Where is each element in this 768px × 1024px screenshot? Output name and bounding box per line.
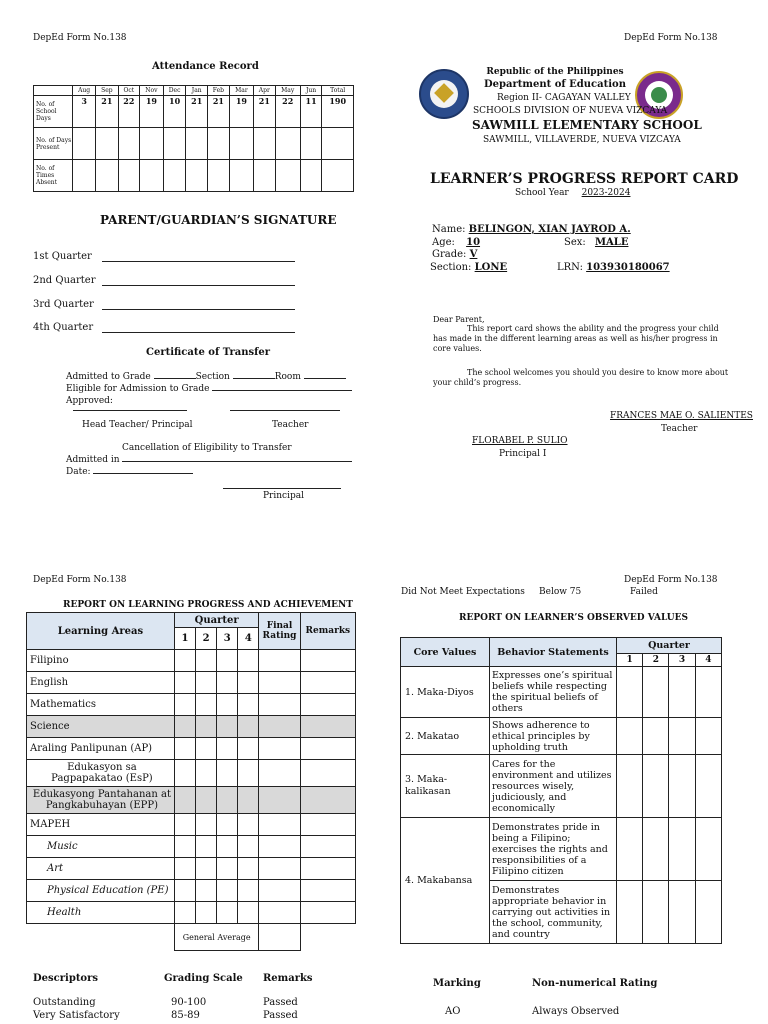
- subject-name: Art: [27, 858, 175, 880]
- table-row: [27, 760, 356, 787]
- name-label: Name:: [432, 224, 466, 235]
- col-learning-areas: Learning Areas: [27, 613, 175, 650]
- department-line: Department of Education: [484, 79, 626, 90]
- grading-remark: Passed: [263, 997, 298, 1008]
- grading-remark: Passed: [263, 1010, 298, 1021]
- cell: 11: [300, 96, 322, 128]
- col-final-rating: Final Rating: [259, 613, 300, 650]
- cell: 21: [254, 96, 276, 128]
- table-row: [401, 755, 722, 818]
- cell: 21: [208, 96, 230, 128]
- learner-section-row: [430, 262, 507, 273]
- month-header: Nov: [140, 86, 164, 96]
- admitted-in-row: [66, 455, 352, 465]
- learner-sex-row: [564, 237, 628, 248]
- signature-row-1: [33, 251, 92, 262]
- eligible-field[interactable]: [212, 390, 352, 391]
- letter-paragraph-1: This report card shows the ability and the progress your child has made in the different learning areas as well as his/her progress in core values.: [433, 324, 719, 353]
- age-label: Age:: [432, 237, 455, 248]
- signature-line[interactable]: [102, 309, 295, 310]
- row-label: No. of Days Present: [34, 128, 73, 160]
- school-year-row: [515, 188, 630, 198]
- sex-label: Sex:: [564, 237, 586, 248]
- signature-line[interactable]: [102, 285, 295, 286]
- form-label-top-left: DepEd Form No.138: [33, 33, 127, 43]
- head-teacher-label: Head Teacher/ Principal: [82, 420, 193, 430]
- general-average-row: [27, 924, 356, 951]
- quarter-label: 2nd Quarter: [33, 275, 96, 286]
- core-value: 2. Makatao: [401, 718, 490, 755]
- table-row: [27, 858, 356, 880]
- descriptor: Very Satisfactory: [33, 1010, 120, 1021]
- division-line: SCHOOLS DIVISION OF NUEVA VIZCAYA: [473, 106, 668, 116]
- table-row: [401, 818, 722, 881]
- grade-field[interactable]: [154, 378, 196, 379]
- col-quarter: Quarter: [174, 613, 259, 628]
- behavior-statement: Demonstrates appropriate behavior in carrying out activities in the school, community, and country: [490, 881, 617, 944]
- month-header: Mar: [229, 86, 253, 96]
- subject-name: Health: [27, 902, 175, 924]
- school-name: SAWMILL ELEMENTARY SCHOOL: [472, 118, 702, 132]
- form-label-bottom-right: DepEd Form No.138: [624, 575, 718, 585]
- row-label: No. of School Days: [34, 96, 73, 128]
- table-row: [27, 694, 356, 716]
- quarter-number: 1: [617, 653, 643, 666]
- subject-name: Science: [27, 716, 175, 738]
- table-row: [27, 836, 356, 858]
- behavior-statement: Cares for the environment and utilizes resources wisely, judiciously, and economically: [490, 755, 617, 818]
- descriptor: Did Not Meet Expectations: [401, 587, 525, 597]
- learner-grade: V: [469, 249, 478, 260]
- school-address: SAWMILL, VILLAVERDE, NUEVA VIZCAYA: [483, 135, 681, 145]
- table-row: [27, 738, 356, 760]
- cell: 3: [73, 96, 96, 128]
- lrn-label: LRN:: [557, 262, 583, 273]
- table-row: [401, 718, 722, 755]
- month-header: Oct: [118, 86, 140, 96]
- col-quarter: Quarter: [617, 638, 722, 654]
- learner-lrn-row: [557, 262, 670, 273]
- attendance-title: Attendance Record: [152, 61, 259, 72]
- learner-lrn: 103930180067: [586, 262, 670, 273]
- observed-values-table: [400, 637, 722, 944]
- general-average-cell: [259, 924, 300, 951]
- signature-line[interactable]: [102, 261, 295, 262]
- admitted-in-field[interactable]: [122, 461, 352, 462]
- progress-title: REPORT ON LEARNING PROGRESS AND ACHIEVEMENT: [63, 600, 353, 610]
- grading-scale-header: Grading Scale: [164, 973, 243, 984]
- signature-line[interactable]: [102, 332, 295, 333]
- date-row: [66, 467, 193, 477]
- behavior-statement: Demonstrates pride in being a Filipino; exercises the rights and responsibilities of a Filipino citizen: [490, 818, 617, 881]
- quarter-number: 4: [695, 653, 721, 666]
- month-header: Aug: [73, 86, 96, 96]
- school-year-label: School Year: [515, 188, 569, 198]
- marking-code: AO: [445, 1006, 461, 1017]
- principal-title: Principal I: [499, 449, 547, 459]
- form-label-bottom-left: DepEd Form No.138: [33, 575, 127, 585]
- quarter-number: 1: [174, 628, 195, 650]
- signature-row-4: [33, 322, 93, 333]
- grade-label: Grade:: [432, 249, 467, 260]
- form-label-top-right: DepEd Form No.138: [624, 33, 718, 43]
- core-value: 3. Maka-kalikasan: [401, 755, 490, 818]
- subject-name: Physical Education (PE): [27, 880, 175, 902]
- cell: 22: [118, 96, 140, 128]
- table-row: [34, 128, 354, 160]
- teacher-title: Teacher: [661, 424, 698, 434]
- section-label: Section:: [430, 262, 472, 273]
- principal-label: Principal: [263, 491, 304, 501]
- learner-age-row: [432, 237, 480, 248]
- signature-row-3: [33, 299, 94, 310]
- principal-signature-line[interactable]: [223, 488, 341, 489]
- teacher-label: Teacher: [272, 420, 309, 430]
- grading-scale: 85-89: [171, 1010, 200, 1021]
- signature-title: PARENT/GUARDIAN’S SIGNATURE: [100, 213, 337, 227]
- learner-grade-row: [432, 249, 477, 260]
- table-row: [27, 650, 356, 672]
- letter-paragraph-2: The school welcomes you should you desire to know more about your child’s progress.: [433, 368, 729, 387]
- quarter-number: 3: [217, 628, 238, 650]
- transfer-eligible-row: [66, 384, 352, 394]
- letter-salutation: Dear Parent,: [433, 315, 485, 324]
- teacher-name: FRANCES MAE O. SALIENTES: [610, 411, 753, 421]
- transfer-label: Room: [274, 372, 301, 382]
- cell: 190: [322, 96, 354, 128]
- table-row: [27, 902, 356, 924]
- month-header: Feb: [208, 86, 230, 96]
- table-row: [27, 814, 356, 836]
- transfer-admitted-row: [66, 372, 346, 382]
- cancellation-title: Cancellation of Eligibility to Transfer: [122, 443, 292, 453]
- month-header: Jan: [186, 86, 208, 96]
- cell: 10: [163, 96, 186, 128]
- table-row: [27, 787, 356, 814]
- transfer-approved: Approved:: [66, 396, 113, 406]
- grading-remark: Failed: [630, 587, 658, 597]
- month-header: Sep: [96, 86, 118, 96]
- descriptor: Outstanding: [33, 997, 96, 1008]
- behavior-statement: Expresses one’s spiritual beliefs while respecting the spiritual beliefs of others: [490, 667, 617, 718]
- transfer-label: Admitted in: [66, 455, 120, 465]
- grading-remarks-header: Remarks: [263, 973, 313, 984]
- learner-section: LONE: [474, 262, 508, 273]
- table-row: [34, 160, 354, 192]
- cell: 21: [96, 96, 118, 128]
- section-field[interactable]: [233, 378, 275, 379]
- subject-name: Edukasyong Pantahanan at Pangkabuhayan (EPP): [27, 787, 175, 814]
- learner-name: BELINGON, XIAN JAYROD A.: [468, 224, 631, 235]
- table-row: [34, 96, 354, 128]
- learner-name-row: [432, 224, 631, 235]
- transfer-label: Date:: [66, 467, 91, 477]
- transfer-label: Section: [195, 372, 230, 382]
- transfer-label: Admitted to Grade: [66, 372, 151, 382]
- principal-name: FLORABEL P. SULIO: [472, 436, 568, 446]
- marking-rating: Always Observed: [532, 1006, 620, 1017]
- descriptors-header: Descriptors: [33, 973, 98, 984]
- grading-scale: Below 75: [539, 587, 582, 597]
- quarter-number: 2: [196, 628, 217, 650]
- month-header: Apr: [254, 86, 276, 96]
- cell: 21: [186, 96, 208, 128]
- col-remarks: Remarks: [300, 613, 355, 650]
- quarter-label: 4th Quarter: [33, 322, 94, 333]
- quarter-number: 2: [643, 653, 669, 666]
- table-row: [27, 880, 356, 902]
- month-header: Total: [322, 86, 354, 96]
- subject-name: Edukasyon sa Pagpapakatao (EsP): [27, 760, 175, 787]
- grading-scale: 90-100: [171, 997, 207, 1008]
- month-header: Jun: [300, 86, 322, 96]
- republic-line: Republic of the Philippines: [486, 67, 624, 77]
- school-header: [470, 67, 640, 90]
- cell: 19: [229, 96, 253, 128]
- subject-name: Music: [27, 836, 175, 858]
- subject-name: MAPEH: [27, 814, 175, 836]
- core-value: 1. Maka-Diyos: [401, 667, 490, 718]
- marking-header: Marking: [433, 978, 481, 989]
- school-year-value: 2023-2024: [581, 188, 631, 198]
- subject-name: English: [27, 672, 175, 694]
- month-header: Dec: [163, 86, 186, 96]
- learner-sex: MALE: [594, 237, 629, 248]
- col-behavior-statements: Behavior Statements: [490, 638, 617, 667]
- table-row: [27, 672, 356, 694]
- quarter-label: 3rd Quarter: [33, 299, 94, 310]
- learner-age: 10: [466, 237, 481, 248]
- subject-name: Araling Panlipunan (AP): [27, 738, 175, 760]
- table-row: [27, 716, 356, 738]
- subject-name: Filipino: [27, 650, 175, 672]
- quarter-label: 1st Quarter: [33, 251, 92, 262]
- signature-row-2: [33, 275, 95, 286]
- room-field[interactable]: [304, 378, 346, 379]
- head-teacher-signature-line[interactable]: [73, 410, 187, 411]
- behavior-statement: Shows adherence to ethical principles by upholding truth: [490, 718, 617, 755]
- transfer-title: Certificate of Transfer: [146, 347, 271, 358]
- cell: 22: [275, 96, 300, 128]
- core-value: 4. Makabansa: [401, 818, 490, 944]
- attendance-table: [33, 85, 354, 192]
- table-row: [401, 667, 722, 718]
- row-label: No. of Times Absent: [34, 160, 73, 192]
- cell: 19: [140, 96, 164, 128]
- transfer-label: Eligible for Admission to Grade: [66, 384, 210, 394]
- quarter-number: 3: [669, 653, 695, 666]
- learning-progress-table: [26, 612, 356, 951]
- col-core-values: Core Values: [401, 638, 490, 667]
- month-header: May: [275, 86, 300, 96]
- teacher-signature-line[interactable]: [230, 410, 340, 411]
- date-field[interactable]: [93, 473, 193, 474]
- general-average-label: General Average: [174, 924, 259, 951]
- values-title: REPORT ON LEARNER’S OBSERVED VALUES: [459, 613, 689, 623]
- subject-name: Mathematics: [27, 694, 175, 716]
- report-card-title: LEARNER’S PROGRESS REPORT CARD: [430, 171, 739, 187]
- deped-seal-icon: [419, 69, 469, 119]
- quarter-number: 4: [238, 628, 259, 650]
- rating-header: Non-numerical Rating: [532, 978, 658, 989]
- region-line: Region II- CAGAYAN VALLEY: [497, 93, 631, 103]
